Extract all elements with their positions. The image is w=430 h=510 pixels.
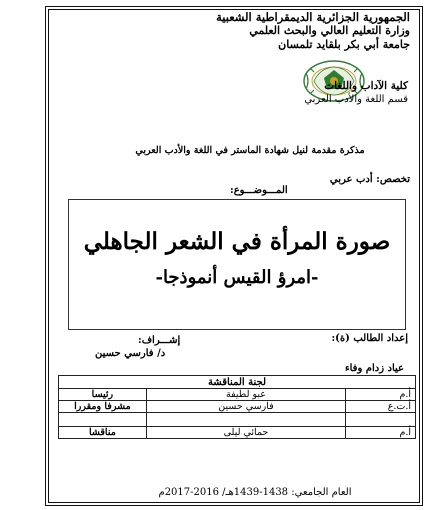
republic-name: الجمهورية الجزائرية الديمقراطية الشعبية <box>216 10 410 24</box>
table-row <box>59 427 416 439</box>
title-box <box>68 199 406 330</box>
thesis-title: صورة المرأة في الشعر الجاهلي <box>83 228 391 255</box>
supervisor-label: إشـــراف: <box>138 335 181 346</box>
member-rank <box>346 413 416 427</box>
member-rank: أ.ت.ع <box>346 401 416 413</box>
supervisor-name: د/ فارسي حسين <box>95 348 166 359</box>
table-row <box>59 413 416 427</box>
faculty-block <box>304 80 408 106</box>
committee-table <box>58 375 416 439</box>
committee-title: لجنة المناقشة <box>59 376 416 389</box>
ministry-name: وزارة التعليم العالي والبحث العلمي <box>249 24 410 37</box>
member-role: مناقشا <box>59 427 147 439</box>
subject-label: المـــوضـــوع: <box>230 185 288 196</box>
academic-year: العام الجامعي: 1438-1439هـ/ 2016-2017م <box>158 487 352 498</box>
memo-statement: مذكرة مقدمة لنيل شهادة الماستر في اللغة والأدب العربي <box>135 145 365 156</box>
member-name: فارسي حسين <box>146 401 345 413</box>
member-rank: أ.م <box>346 427 416 439</box>
department-name: قسم اللغة والأدب العربي <box>304 94 408 105</box>
member-name: عبو لطيفة <box>146 389 345 401</box>
thesis-subtitle: -امرؤ القيس أنموذجا- <box>155 267 319 288</box>
committee-header-row <box>59 376 416 389</box>
university-name: جامعة أبي بكر بلقايد تلمسان <box>278 38 410 51</box>
specialization: تخصص: أدب عربي <box>329 174 410 185</box>
student-label: إعداد الطالب (ة): <box>331 333 408 344</box>
header-block <box>110 10 410 52</box>
member-name: حمائي ليلى <box>146 427 345 439</box>
member-role <box>59 413 147 427</box>
faculty-name: كلية الآداب واللغات <box>324 80 408 92</box>
table-row <box>59 401 416 413</box>
member-rank: أ.م <box>346 389 416 401</box>
member-name <box>146 413 345 427</box>
member-role: مشرفا ومقررا <box>59 401 147 413</box>
table-row <box>59 389 416 401</box>
student-name: عياد زدام وفاء <box>344 363 404 374</box>
member-role: رئيسا <box>59 389 147 401</box>
